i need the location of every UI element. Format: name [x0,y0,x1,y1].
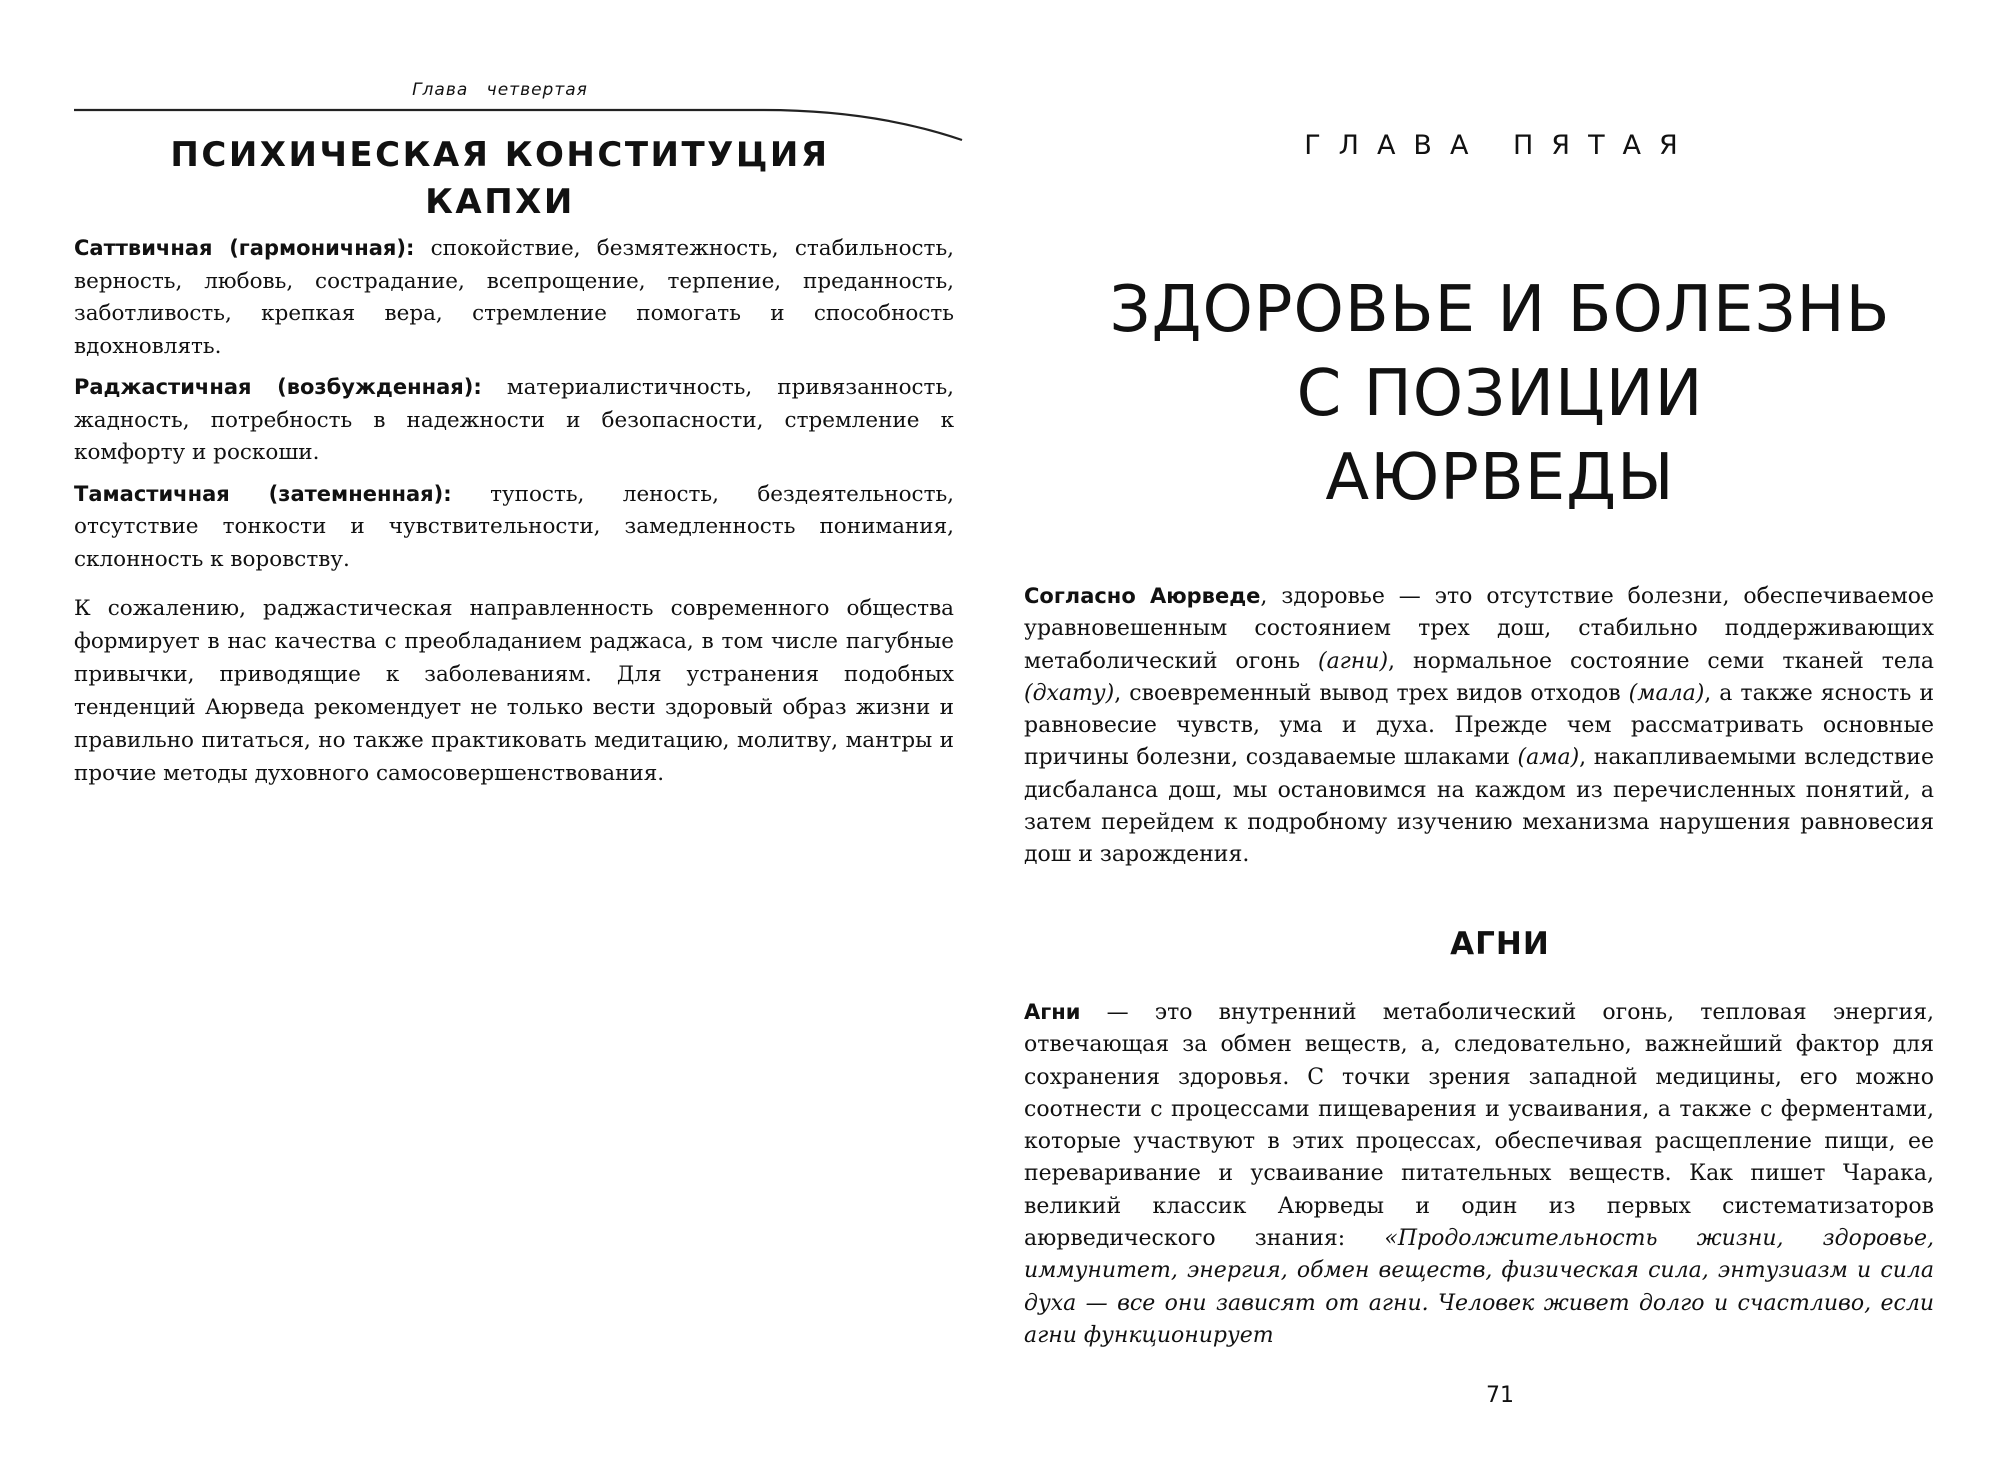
sattva-term: Саттвичная (гармоничная): [74,236,415,260]
intro-term-mala: (мала) [1628,680,1705,706]
sattva-paragraph [74,232,954,363]
chapter-title-line2: С ПОЗИЦИИ [1296,357,1704,431]
charaka-quote: «Продолжительность жизни, здоровье, иммунитет, энергия, обмен веществ, физическая сила, энтузиазм и сила духа — все они зависят от агни. Человек живет долго и счастливо, если агни функционирует [1024,1226,1934,1348]
intro-term-agni: (агни) [1317,648,1389,674]
intro-term-ama: (ама) [1517,745,1580,771]
intro-lead: Согласно Аюрведе [1024,584,1261,608]
closing-paragraph [74,592,954,790]
constitution-list [74,232,954,576]
sattva-text: спокойствие, безмятежность, стабильность, верность, любовь, сострадание, всепрощение, терпение, преданность, заботливость, крепкая вера, стремление помогать и способность вдохновлять. [74,236,954,359]
intro-text-5: , накапливаемыми вследствие дисбаланса дош, мы остановимся на каждом из перечисленных понятий, а затем перейдем к подробному изучению механизма нарушения равновесия дош и зарождения. [1024,745,1934,868]
intro-text-3: , своевременный вывод трех видов отходов [1114,680,1629,706]
right-page [1000,0,2000,1473]
chapter-label: ГЛАВА ПЯТАЯ [1304,130,1696,161]
tamas-text: тупость, леность, бездеятельность, отсутствие тонкости и чувствительности, замедленность понимания, склонность к воровству. [74,481,955,572]
section-title-line2: КАПХИ [425,182,575,222]
intro-text-1: , здоровье — это отсутствие болезни, обеспечиваемое уравновешенным состоянием трех дош, стабильно поддерживающих метаболический огонь [1024,584,1934,674]
intro-term-dhatu: (дхату) [1024,680,1115,706]
chapter-title-line3: АЮРВЕДЫ [1325,441,1675,515]
rajas-term: Раджастичная (возбужденная): [74,375,482,399]
chapter-title [1040,268,1960,520]
rajas-paragraph [74,371,954,470]
intro-text-2: , нормальное состояние семи тканей тела [1388,648,1934,674]
agni-text: — это внутренний метаболический огонь, тепловая энергия, отвечающая за обмен веществ, а, следовательно, важнейший фактор для сохранения здоровья. С точки зрения западной медицины, его можно соотнести с процессами пищеварения и усваивания, а также с ферментами, которые участвуют в этих процессах, обеспечивая расщепление пищи, ее переваривание и усваивание питательных веществ. Как пишет Чарака, великий классик Аюрведы и один из первых систематизаторов аюрведического знания: [1024,1000,1934,1252]
agni-paragraph [1024,996,1934,1352]
tamas-term: Тамастичная (затемненная): [74,481,452,506]
intro-text-4: , а также ясность и равновесие чувств, ума и духа. Прежде чем рассматривать основные причины болезни, создаваемые шлаками [1024,680,1934,771]
page-number: 71 [1486,1383,1514,1408]
section-title-line1: ПСИХИЧЕСКАЯ КОНСТИТУЦИЯ [170,135,830,175]
chapter-title-line1: ЗДОРОВЬЕ И БОЛЕЗНЬ [1109,273,1891,347]
running-head: Глава четвертая [412,80,588,100]
intro-paragraph [1024,580,1934,872]
section-title [60,132,940,226]
closing-paragraph-text: К сожалению, раджастическая направленность современного общества формирует в нас качества с преобладанием раджаса, в том числе пагубные привычки, приводящие к заболеваниям. Для устранения подобных тенденций Аюрведа рекомендует не только вести здоровый образ жизни и правильно питаться, но также практиковать медитацию, молитву, мантры и прочие методы духовного самосовершенствования. [74,596,954,786]
agni-lead: Агни [1024,1000,1081,1024]
tamas-paragraph [74,478,954,577]
rajas-text: материалистичность, привязанность, жадность, потребность в надежности и безопасности, стремление к комфорту и роскоши. [74,375,954,465]
agni-heading: АГНИ [1450,926,1550,962]
